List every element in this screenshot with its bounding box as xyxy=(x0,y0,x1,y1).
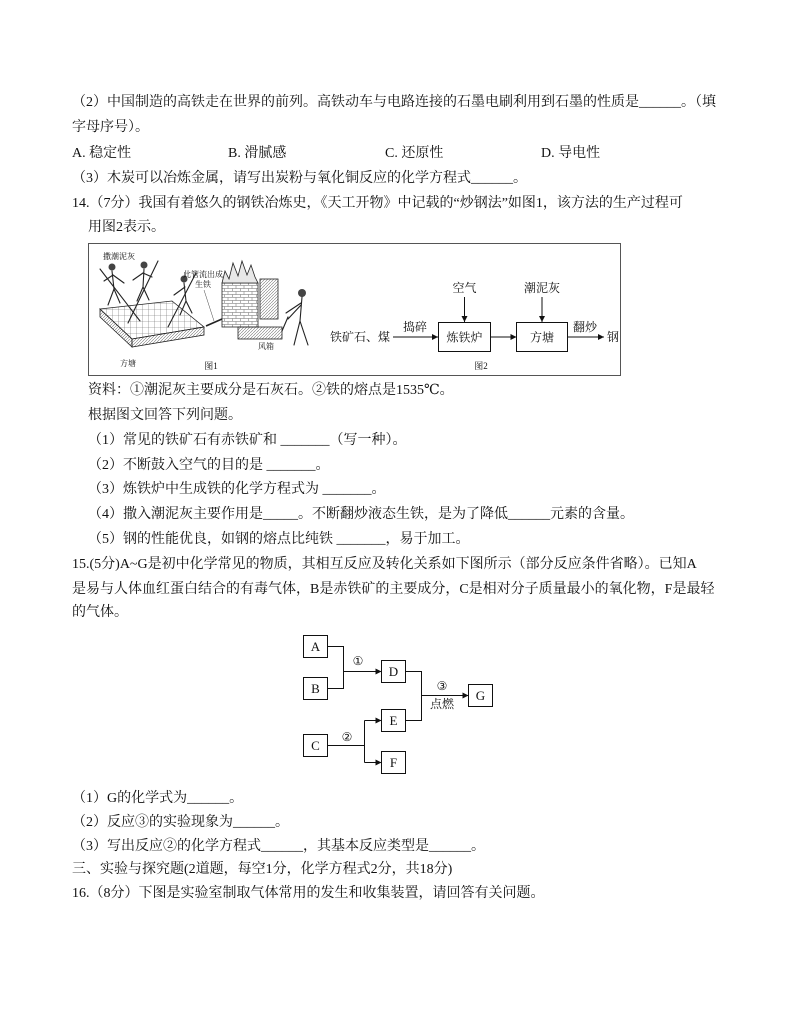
q15-intro-line3: 的气体。 xyxy=(72,605,128,620)
q13-part3: （3）木炭可以冶炼金属，请写出炭粉与氧化铜反应的化学方程式______。 xyxy=(72,171,527,186)
q14-question-3: （3）炼铁炉中生成铁的化学方程式为 _______。 xyxy=(88,482,386,497)
node-label-g: G xyxy=(475,688,486,703)
node-label-a: A xyxy=(310,639,321,654)
q13-option-d: D. 导电性 xyxy=(541,146,601,161)
q14-question-5: （5）钢的性能优良，如钢的熔点比纯铁 _______，易于加工。 xyxy=(88,532,470,547)
furnace-body xyxy=(222,283,258,327)
figure2-flowchart xyxy=(330,280,619,371)
q15-question-1: （1）G的化学式为______。 xyxy=(72,791,244,806)
fig1-label-pipe-line2: 生铁 xyxy=(195,280,211,289)
fig1-label-sprinkle: 撒潮泥灰 xyxy=(103,252,135,261)
reaction1-label: ① xyxy=(352,654,364,668)
q14-material: 资料：①潮泥灰主要成分是石灰石。②铁的熔点是1535℃。 xyxy=(88,383,454,398)
q14-intro-line2: 用图2表示。 xyxy=(88,220,165,235)
q14-figure-box xyxy=(88,243,621,376)
worker-head xyxy=(109,264,116,271)
q15-intro-line2: 是易与人体血红蛋白结合的有毒气体，B是赤铁矿的主要成分，C是相对分子质量最小的氧化物，F是最轻 xyxy=(72,582,715,597)
worker-figure-4 xyxy=(282,289,308,345)
q14-question-4: （4）撒入潮泥灰主要作用是_____。不断翻炒液态生铁，是为了降低______元素的含量。 xyxy=(88,507,634,522)
fig2-caption: 图2 xyxy=(474,361,488,371)
q15-relation-diagram xyxy=(290,628,505,780)
fig2-air-label: 空气 xyxy=(452,281,477,295)
fig1-label-pond: 方塘 xyxy=(120,359,136,368)
fig2-input-label: 铁矿石、煤 xyxy=(330,330,391,344)
worker-head xyxy=(298,289,306,297)
q13-part2-line2: 字母序号）。 xyxy=(72,120,149,135)
furnace-frame xyxy=(260,279,278,319)
bellows-handle xyxy=(282,317,288,331)
furnace-box-label: 炼铁炉 xyxy=(446,330,483,345)
q13-option-c: C. 还原性 xyxy=(385,146,444,161)
pipe-leader-line xyxy=(204,290,214,321)
q13-part2-line1: （2）中国制造的高铁走在世界的前列。高铁动车与电路连接的石墨电刷利用到石墨的性质是______。（填 xyxy=(72,95,716,110)
q14-instruction: 根据图文回答下列问题。 xyxy=(88,408,242,423)
worker-body xyxy=(286,297,308,345)
q15-intro-line1: 15.(5分)A~G是初中化学常见的物质，其相互反应及转化关系如下图所示（部分反应条件省略）。已知A xyxy=(72,557,697,572)
worker-body xyxy=(133,269,152,301)
node-label-f: F xyxy=(389,755,398,770)
furnace-flames xyxy=(222,261,258,283)
node-label-e: E xyxy=(389,713,398,728)
fig2-step-stir-label: 翻炒 xyxy=(572,320,598,334)
fig1-label-bellows: 风箱 xyxy=(258,342,274,351)
fig1-label-pipe-line1: 此管流出成 xyxy=(183,270,223,279)
q14-intro-line1: 14.（7分）我国有着悠久的钢铁冶炼史，《天工开物》中记载的“炒钢法”如图1，该方法的生产过程可 xyxy=(72,196,683,211)
worker-head xyxy=(141,262,148,269)
node-label-c: C xyxy=(311,738,320,753)
reaction2-label: ② xyxy=(341,730,353,744)
connector-a-b xyxy=(328,647,344,689)
fig2-step-crush-label: 捣碎 xyxy=(402,320,428,334)
q14-question-1: （1）常见的铁矿石有赤铁矿和 _______（写一种）。 xyxy=(88,433,407,448)
q15-question-3: （3）写出反应②的化学方程式______，其基本反应类型是______。 xyxy=(72,839,485,854)
section3-heading: 三、实验与探究题(2道题，每空1分，化学方程式2分，共18分) xyxy=(72,862,453,877)
reaction3-condition: 点燃 xyxy=(429,697,455,711)
reaction3-label: ③ xyxy=(436,679,448,693)
iron-outlet-pipe xyxy=(206,319,222,326)
q15-question-2: （2）反应③的实验现象为______。 xyxy=(72,815,289,830)
pond-box-label: 方塘 xyxy=(529,330,555,345)
node-label-d: D xyxy=(388,664,399,679)
q14-question-2: （2）不断鼓入空气的目的是 _______。 xyxy=(88,458,330,473)
node-label-b: B xyxy=(311,681,320,696)
connector-d-e xyxy=(406,672,422,721)
fig2-output-label: 钢 xyxy=(607,330,620,344)
q16-intro: 16.（8分）下图是实验室制取气体常用的发生和收集装置，请回答有关问题。 xyxy=(72,886,545,901)
q13-option-a: A. 稳定性 xyxy=(72,146,132,161)
q13-option-b: B. 滑腻感 xyxy=(228,146,287,161)
fig1-caption: 图1 xyxy=(204,361,218,371)
bellows-drawing xyxy=(238,327,282,339)
fig2-lime-label: 潮泥灰 xyxy=(523,281,561,295)
